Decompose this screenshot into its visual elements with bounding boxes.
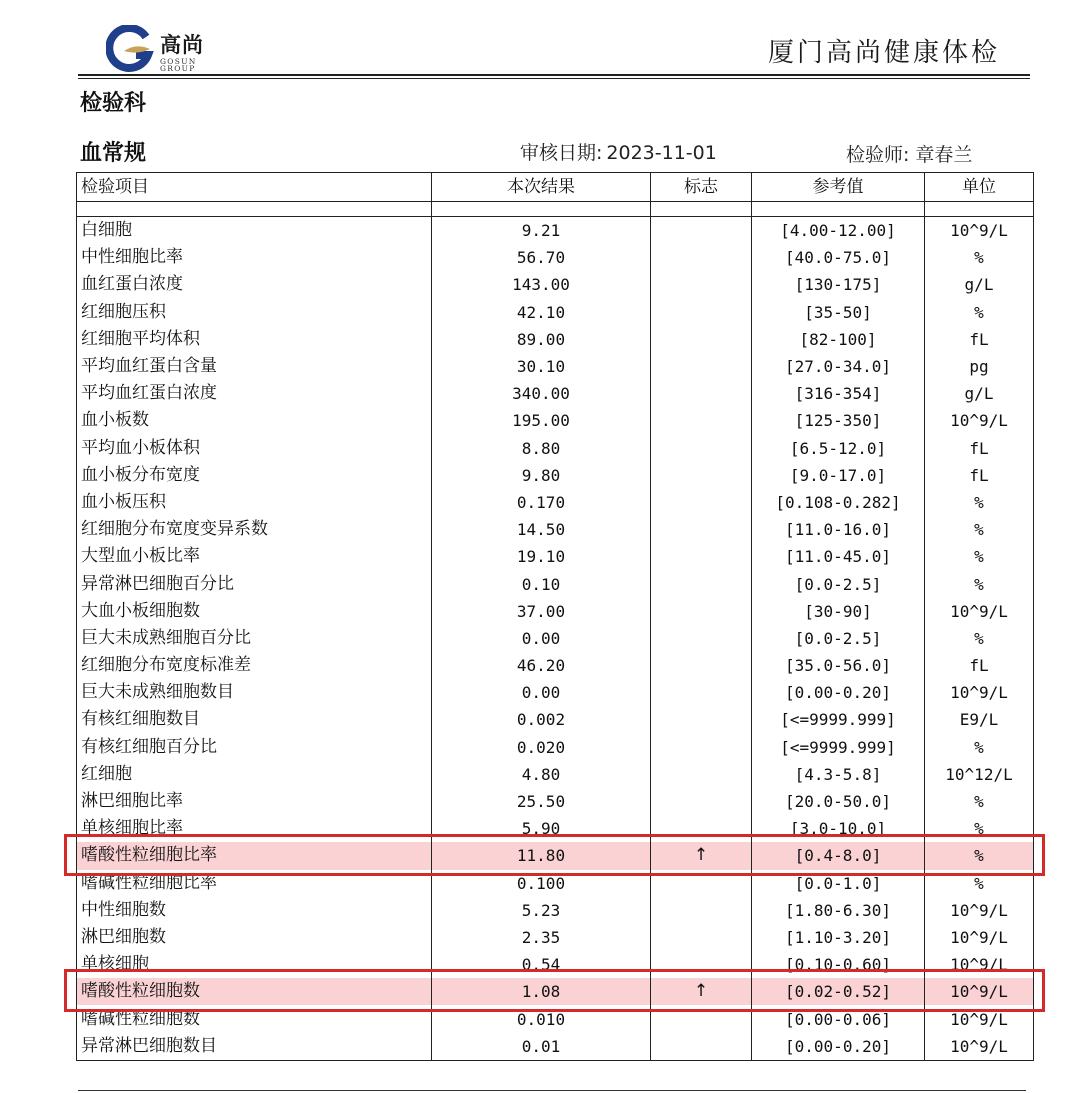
table-row — [77, 842, 1034, 869]
cell-reference: [0.0-2.5] — [752, 570, 925, 597]
cell-flag — [651, 652, 752, 679]
cell-reference: [0.00-0.20] — [752, 679, 925, 706]
cell-flag — [651, 761, 752, 788]
cell-flag — [651, 407, 752, 434]
table-row — [77, 271, 1034, 298]
table-row — [77, 1033, 1034, 1061]
cell-result: 0.00 — [432, 679, 651, 706]
table-row — [77, 380, 1034, 407]
cell-flag — [651, 462, 752, 489]
cell-result: 0.10 — [432, 570, 651, 597]
cell-result: 0.020 — [432, 734, 651, 761]
cell-result: 0.170 — [432, 489, 651, 516]
cell-result: 5.23 — [432, 897, 651, 924]
cell-flag — [651, 435, 752, 462]
cell-unit: 10^9/L — [925, 897, 1034, 924]
cell-unit: 10^12/L — [925, 761, 1034, 788]
header-rule-thin — [78, 78, 1030, 79]
cell-unit: fL — [925, 462, 1034, 489]
cell-flag — [651, 598, 752, 625]
cell-unit: % — [925, 788, 1034, 815]
cell-reference: [1.10-3.20] — [752, 924, 925, 951]
cell-reference: [0.108-0.282] — [752, 489, 925, 516]
table-row — [77, 489, 1034, 516]
cell-result: 5.90 — [432, 815, 651, 842]
header-reference: 参考值 — [752, 173, 925, 202]
cell-flag — [651, 951, 752, 978]
cell-unit: 10^9/L — [925, 407, 1034, 434]
cell-unit: 10^9/L — [925, 1005, 1034, 1032]
review-date — [520, 138, 717, 165]
cell-item: 平均血小板体积 — [77, 435, 432, 462]
logo-en-text — [160, 58, 197, 72]
cell-unit: 10^9/L — [925, 978, 1034, 1005]
table-row — [77, 217, 1034, 245]
header-flag: 标志 — [651, 173, 752, 202]
table-row — [77, 244, 1034, 271]
cell-reference: [3.0-10.0] — [752, 815, 925, 842]
cell-item: 白细胞 — [77, 217, 432, 245]
cell-item: 大型血小板比率 — [77, 543, 432, 570]
cell-reference: [0.02-0.52] — [752, 978, 925, 1005]
cell-unit: 10^9/L — [925, 1033, 1034, 1061]
cell-reference: [11.0-45.0] — [752, 543, 925, 570]
gosun-g-icon — [106, 25, 154, 73]
table-row — [77, 978, 1034, 1005]
table-row — [77, 625, 1034, 652]
review-date-value: 2023-11-01 — [606, 142, 717, 164]
cell-item: 红细胞分布宽度变异系数 — [77, 516, 432, 543]
cell-flag — [651, 570, 752, 597]
cell-item: 嗜酸性粒细胞数 — [77, 978, 432, 1005]
cell-result: 2.35 — [432, 924, 651, 951]
table-row — [77, 897, 1034, 924]
cell-reference: [0.00-0.20] — [752, 1033, 925, 1061]
cell-reference: [6.5-12.0] — [752, 435, 925, 462]
cell-item: 异常淋巴细胞数目 — [77, 1033, 432, 1061]
cell-unit: % — [925, 570, 1034, 597]
header-rule-thick — [78, 74, 1030, 76]
cell-unit: 10^9/L — [925, 924, 1034, 951]
cell-unit: 10^9/L — [925, 951, 1034, 978]
cell-flag — [651, 924, 752, 951]
cell-reference: [<=9999.999] — [752, 734, 925, 761]
cell-unit: % — [925, 489, 1034, 516]
cell-flag — [651, 489, 752, 516]
cell-result: 46.20 — [432, 652, 651, 679]
table-row — [77, 815, 1034, 842]
cell-unit: 10^9/L — [925, 217, 1034, 245]
cell-item: 平均血红蛋白浓度 — [77, 380, 432, 407]
cell-item: 血红蛋白浓度 — [77, 271, 432, 298]
company-name: 厦门高尚健康体检 — [767, 38, 1000, 68]
cell-result: 9.80 — [432, 462, 651, 489]
cell-item: 红细胞压积 — [77, 299, 432, 326]
cell-item: 淋巴细胞比率 — [77, 788, 432, 815]
table-row — [77, 570, 1034, 597]
cell-flag — [651, 299, 752, 326]
cell-result: 9.21 — [432, 217, 651, 245]
cell-item: 大血小板细胞数 — [77, 598, 432, 625]
cell-item: 单核细胞比率 — [77, 815, 432, 842]
cell-result: 37.00 — [432, 598, 651, 625]
cell-result: 30.10 — [432, 353, 651, 380]
cell-reference: [316-354] — [752, 380, 925, 407]
cell-result: 1.08 — [432, 978, 651, 1005]
header-item: 检验项目 — [77, 173, 432, 202]
cell-item: 嗜碱性粒细胞比率 — [77, 870, 432, 897]
cell-reference: [30-90] — [752, 598, 925, 625]
gosun-logo — [106, 25, 266, 75]
cell-reference: [1.80-6.30] — [752, 897, 925, 924]
cell-unit: % — [925, 734, 1034, 761]
cell-unit: 10^9/L — [925, 679, 1034, 706]
cell-reference: [40.0-75.0] — [752, 244, 925, 271]
table-row — [77, 462, 1034, 489]
cell-unit: % — [925, 244, 1034, 271]
table-row — [77, 598, 1034, 625]
review-date-label: 审核日期: — [520, 142, 603, 164]
tester-name: 章春兰 — [915, 144, 973, 166]
table-row — [77, 761, 1034, 788]
cell-reference: [27.0-34.0] — [752, 353, 925, 380]
cell-item: 中性细胞比率 — [77, 244, 432, 271]
cell-unit: fL — [925, 435, 1034, 462]
cell-item: 单核细胞 — [77, 951, 432, 978]
table-row — [77, 435, 1034, 462]
cell-item: 异常淋巴细胞百分比 — [77, 570, 432, 597]
cell-flag — [651, 1033, 752, 1061]
cell-reference: [11.0-16.0] — [752, 516, 925, 543]
cell-flag — [651, 516, 752, 543]
cell-flag — [651, 897, 752, 924]
cell-unit: 10^9/L — [925, 598, 1034, 625]
cell-flag — [651, 706, 752, 733]
department-title: 检验科 — [80, 91, 147, 116]
cell-result: 0.100 — [432, 870, 651, 897]
cell-result: 340.00 — [432, 380, 651, 407]
cell-unit: % — [925, 299, 1034, 326]
report-header — [78, 0, 1030, 80]
logo-en-line2: GROUP — [160, 64, 196, 73]
table-row — [77, 870, 1034, 897]
cell-reference: [9.0-17.0] — [752, 462, 925, 489]
cell-item: 红细胞分布宽度标准差 — [77, 652, 432, 679]
table-row — [77, 652, 1034, 679]
cell-result: 195.00 — [432, 407, 651, 434]
cell-result: 8.80 — [432, 435, 651, 462]
cell-flag — [651, 679, 752, 706]
table-row — [77, 543, 1034, 570]
cell-reference: [0.0-1.0] — [752, 870, 925, 897]
cell-item: 中性细胞数 — [77, 897, 432, 924]
cell-item: 血小板数 — [77, 407, 432, 434]
cell-unit: g/L — [925, 271, 1034, 298]
cell-result: 4.80 — [432, 761, 651, 788]
cell-flag — [651, 244, 752, 271]
cell-flag — [651, 1005, 752, 1032]
cell-result: 56.70 — [432, 244, 651, 271]
table-row — [77, 353, 1034, 380]
cell-reference: [130-175] — [752, 271, 925, 298]
table-row — [77, 1005, 1034, 1032]
cell-item: 红细胞 — [77, 761, 432, 788]
logo-en-line1: GOSUN — [160, 57, 197, 66]
cell-result: 143.00 — [432, 271, 651, 298]
cell-unit: fL — [925, 652, 1034, 679]
cell-reference: [<=9999.999] — [752, 706, 925, 733]
cell-item: 巨大未成熟细胞数目 — [77, 679, 432, 706]
cell-item: 有核红细胞数目 — [77, 706, 432, 733]
cell-unit: E9/L — [925, 706, 1034, 733]
cell-result: 42.10 — [432, 299, 651, 326]
cell-item: 平均血红蛋白含量 — [77, 353, 432, 380]
tester — [846, 140, 972, 167]
cell-reference: [0.10-0.60] — [752, 951, 925, 978]
table-spacer-row — [77, 202, 1034, 217]
header-result: 本次结果 — [432, 173, 651, 202]
cell-reference: [35-50] — [752, 299, 925, 326]
cell-flag: ↑ — [651, 978, 752, 1005]
cell-flag — [651, 870, 752, 897]
cell-item: 巨大未成熟细胞百分比 — [77, 625, 432, 652]
cell-unit: fL — [925, 326, 1034, 353]
cell-flag — [651, 217, 752, 245]
cell-item: 血小板压积 — [77, 489, 432, 516]
cell-unit: % — [925, 543, 1034, 570]
cell-reference: [0.0-2.5] — [752, 625, 925, 652]
table-row — [77, 951, 1034, 978]
tester-label: 检验师: — [846, 144, 910, 166]
cell-reference: [125-350] — [752, 407, 925, 434]
cell-flag — [651, 353, 752, 380]
header-unit: 单位 — [925, 173, 1034, 202]
table-row — [77, 734, 1034, 761]
cell-flag — [651, 271, 752, 298]
cell-unit: % — [925, 842, 1034, 869]
cell-flag: ↑ — [651, 842, 752, 869]
table-row — [77, 299, 1034, 326]
cell-unit: % — [925, 870, 1034, 897]
cell-item: 嗜酸性粒细胞比率 — [77, 842, 432, 869]
cell-reference: [82-100] — [752, 326, 925, 353]
cell-result: 14.50 — [432, 516, 651, 543]
cell-result: 0.002 — [432, 706, 651, 733]
logo-cn-text: 高尚 — [160, 33, 204, 57]
cell-unit: g/L — [925, 380, 1034, 407]
cell-flag — [651, 788, 752, 815]
cell-item: 血小板分布宽度 — [77, 462, 432, 489]
results-table — [76, 172, 1034, 1061]
cell-item: 淋巴细胞数 — [77, 924, 432, 951]
cell-result: 19.10 — [432, 543, 651, 570]
table-row — [77, 924, 1034, 951]
cell-result: 0.00 — [432, 625, 651, 652]
cell-item: 红细胞平均体积 — [77, 326, 432, 353]
cell-result: 0.54 — [432, 951, 651, 978]
cell-result: 0.010 — [432, 1005, 651, 1032]
cell-result: 11.80 — [432, 842, 651, 869]
cell-result: 89.00 — [432, 326, 651, 353]
cell-unit: % — [925, 625, 1034, 652]
cell-reference: [0.00-0.06] — [752, 1005, 925, 1032]
cell-reference: [0.4-8.0] — [752, 842, 925, 869]
cell-reference: [20.0-50.0] — [752, 788, 925, 815]
cell-flag — [651, 380, 752, 407]
table-row — [77, 788, 1034, 815]
cell-flag — [651, 815, 752, 842]
cell-result: 0.01 — [432, 1033, 651, 1061]
cell-unit: pg — [925, 353, 1034, 380]
table-row — [77, 679, 1034, 706]
table-row — [77, 706, 1034, 733]
cell-reference: [35.0-56.0] — [752, 652, 925, 679]
cell-item: 嗜碱性粒细胞数 — [77, 1005, 432, 1032]
table-row — [77, 407, 1034, 434]
cell-flag — [651, 734, 752, 761]
footer-rule — [78, 1090, 1026, 1091]
table-row — [77, 326, 1034, 353]
cell-flag — [651, 326, 752, 353]
cell-flag — [651, 625, 752, 652]
cell-reference: [4.00-12.00] — [752, 217, 925, 245]
cell-flag — [651, 543, 752, 570]
section-title: 血常规 — [80, 141, 147, 166]
cell-unit: % — [925, 815, 1034, 842]
table-header-row — [77, 173, 1034, 202]
cell-item: 有核红细胞百分比 — [77, 734, 432, 761]
cell-unit: % — [925, 516, 1034, 543]
table-row — [77, 516, 1034, 543]
cell-result: 25.50 — [432, 788, 651, 815]
cell-reference: [4.3-5.8] — [752, 761, 925, 788]
